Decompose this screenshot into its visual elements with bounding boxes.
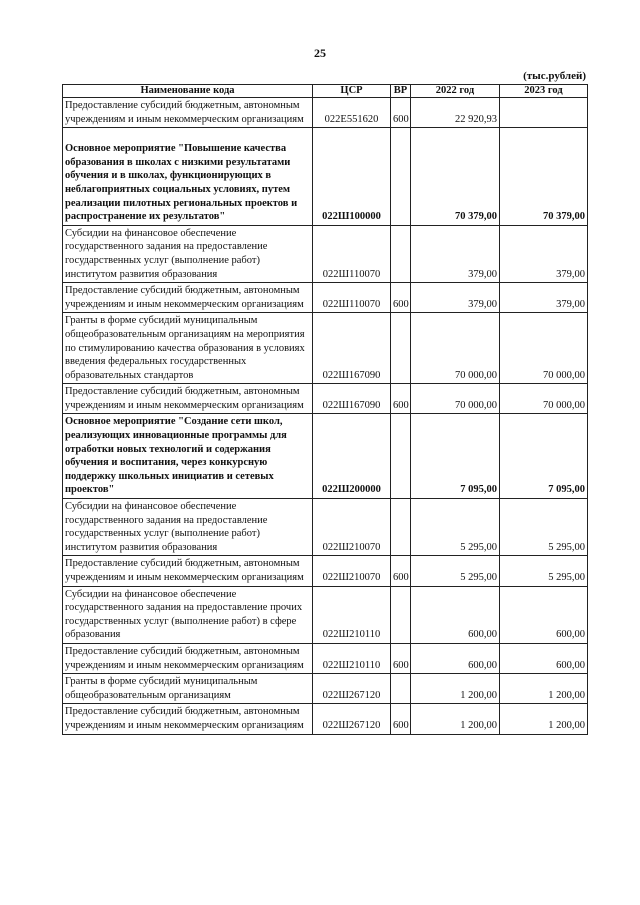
- cell-name: Основное мероприятие "Повышение качества образования в школах с низкими результатами обучения и в школах, функционирующих в неблагоприятных социальных условиях, путем реализации пилотных региональных проектов и распространение их результатов": [63, 128, 313, 226]
- cell-2022: 1 200,00: [411, 704, 500, 734]
- table-row: [63, 283, 588, 313]
- cell-csr: 022Ш200000: [313, 414, 391, 499]
- cell-2022: 7 095,00: [411, 414, 500, 499]
- page-number: 25: [314, 46, 326, 60]
- cell-csr: 022Ш167090: [313, 313, 391, 384]
- cell-2022: 70 000,00: [411, 313, 500, 384]
- cell-2022: 600,00: [411, 643, 500, 673]
- cell-vr: [391, 414, 411, 499]
- table-row: [63, 384, 588, 414]
- cell-vr: [391, 225, 411, 282]
- cell-name: Субсидии на финансовое обеспечение государственного задания на предоставление прочих государственных услуг (выполнение работ) в сфере образования: [63, 586, 313, 643]
- cell-2022: 600,00: [411, 586, 500, 643]
- table-row: [63, 643, 588, 673]
- cell-vr: 600: [391, 384, 411, 414]
- table-row: [63, 313, 588, 384]
- cell-2022: 5 295,00: [411, 499, 500, 556]
- cell-2023: 7 095,00: [500, 414, 588, 499]
- table-row: [63, 225, 588, 282]
- cell-2023: 70 379,00: [500, 128, 588, 226]
- cell-name: Предоставление субсидий бюджетным, автономным учреждениям и иным некоммерческим организациям: [63, 556, 313, 586]
- header-2023: 2023 год: [500, 85, 588, 98]
- table-row: [63, 128, 588, 226]
- cell-csr: 022Ш210070: [313, 556, 391, 586]
- cell-csr: 022Ш210110: [313, 586, 391, 643]
- cell-csr: 022Ш267120: [313, 674, 391, 704]
- table-row: [63, 674, 588, 704]
- cell-vr: [391, 499, 411, 556]
- table-body: [63, 98, 588, 735]
- header-vr: ВР: [391, 85, 411, 98]
- cell-2023: 600,00: [500, 586, 588, 643]
- cell-csr: 022Ш110070: [313, 225, 391, 282]
- cell-name: Субсидии на финансовое обеспечение государственного задания на предоставление государственных услуг (выполнение работ) институтом развития образования: [63, 225, 313, 282]
- cell-2023: 5 295,00: [500, 556, 588, 586]
- budget-table: [62, 84, 588, 735]
- cell-vr: 600: [391, 283, 411, 313]
- cell-csr: 022Ш110070: [313, 283, 391, 313]
- cell-2023: 600,00: [500, 643, 588, 673]
- header-name: Наименование кода: [63, 85, 313, 98]
- cell-2023: 70 000,00: [500, 384, 588, 414]
- table-row: [63, 704, 588, 734]
- cell-2022: 5 295,00: [411, 556, 500, 586]
- cell-vr: 600: [391, 643, 411, 673]
- cell-vr: 600: [391, 556, 411, 586]
- cell-name: Гранты в форме субсидий муниципальным общеобразовательным организациям на мероприятия по стимулированию качества образования в условиях введения федеральных государственных образовательных стандартов: [63, 313, 313, 384]
- cell-csr: 022Ш100000: [313, 128, 391, 226]
- cell-name: Предоставление субсидий бюджетным, автономным учреждениям и иным некоммерческим организациям: [63, 98, 313, 128]
- cell-name: Основное мероприятие "Создание сети школ, реализующих инновационные программы для отработки новых технологий и содержания обучения и воспитания, через конкурсную поддержку школьных инициатив и сетевых проектов": [63, 414, 313, 499]
- cell-2023: 1 200,00: [500, 674, 588, 704]
- cell-2022: 70 379,00: [411, 128, 500, 226]
- units-note: (тыс.рублей): [523, 70, 586, 82]
- cell-2023: 1 200,00: [500, 704, 588, 734]
- cell-name: Предоставление субсидий бюджетным, автономным учреждениям и иным некоммерческим организациям: [63, 283, 313, 313]
- cell-csr: 022Ш167090: [313, 384, 391, 414]
- cell-2022: 1 200,00: [411, 674, 500, 704]
- header-2022: 2022 год: [411, 85, 500, 98]
- cell-name: Субсидии на финансовое обеспечение государственного задания на предоставление государственных услуг (выполнение работ) институтом развития образования: [63, 499, 313, 556]
- table-row: [63, 414, 588, 499]
- cell-csr: 022Е551620: [313, 98, 391, 128]
- table-row: [63, 499, 588, 556]
- cell-2023: 5 295,00: [500, 499, 588, 556]
- cell-vr: [391, 313, 411, 384]
- cell-2023: 379,00: [500, 225, 588, 282]
- table-row: [63, 556, 588, 586]
- cell-name: Предоставление субсидий бюджетным, автономным учреждениям и иным некоммерческим организациям: [63, 643, 313, 673]
- cell-2022: 70 000,00: [411, 384, 500, 414]
- cell-name: Предоставление субсидий бюджетным, автономным учреждениям и иным некоммерческим организациям: [63, 704, 313, 734]
- table-header-row: [63, 85, 588, 98]
- table-row: [63, 98, 588, 128]
- cell-2022: 379,00: [411, 225, 500, 282]
- cell-2022: 379,00: [411, 283, 500, 313]
- cell-2023: 379,00: [500, 283, 588, 313]
- table-row: [63, 586, 588, 643]
- cell-csr: 022Ш210110: [313, 643, 391, 673]
- cell-name: Предоставление субсидий бюджетным, автономным учреждениям и иным некоммерческим организациям: [63, 384, 313, 414]
- cell-2022: 22 920,93: [411, 98, 500, 128]
- cell-vr: [391, 128, 411, 226]
- cell-2023: [500, 98, 588, 128]
- cell-name: Гранты в форме субсидий муниципальным общеобразовательным организациям: [63, 674, 313, 704]
- cell-csr: 022Ш210070: [313, 499, 391, 556]
- cell-vr: [391, 674, 411, 704]
- cell-2023: 70 000,00: [500, 313, 588, 384]
- cell-csr: 022Ш267120: [313, 704, 391, 734]
- cell-vr: 600: [391, 98, 411, 128]
- cell-vr: 600: [391, 704, 411, 734]
- cell-vr: [391, 586, 411, 643]
- header-csr: ЦСР: [313, 85, 391, 98]
